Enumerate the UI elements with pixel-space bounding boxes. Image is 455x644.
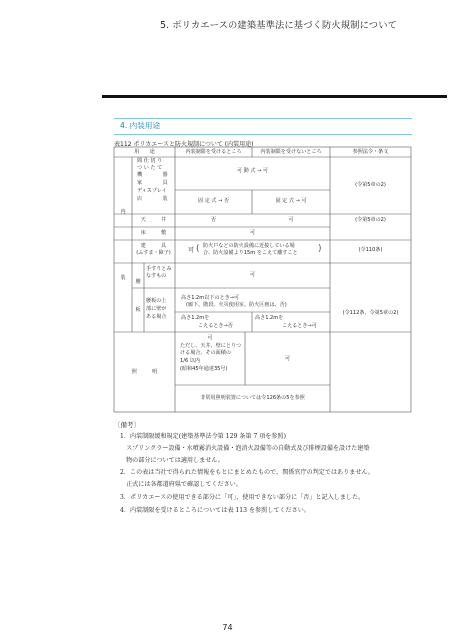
value-fixed-no: 固 定 式 → 否 bbox=[197, 198, 230, 204]
note-line-5: 正式には各都道府県で確認してください。 bbox=[120, 481, 242, 488]
value-ceiling-yes: 可 bbox=[288, 217, 294, 223]
value-lighting-line2: ける場合、その面積の bbox=[180, 350, 231, 356]
row-fitting: 建 具 bbox=[140, 243, 167, 249]
page-header-title: 5. ポリカエースの建築基準法に基づく防火規制について bbox=[160, 20, 397, 31]
note-line-1: 1．内装制限緩和規定(建築基準法令第 129 条第 7 項を参照) bbox=[120, 433, 286, 440]
value-lighting-line1: ただし、天井、壁にとりつ bbox=[180, 343, 242, 349]
row-ceiling: 天 井 bbox=[140, 217, 167, 223]
section-heading: 4. 内装用途 bbox=[120, 121, 161, 130]
reference-partition: (令第5章の2) bbox=[355, 182, 386, 188]
value-lighting-line3: 1/6 以内 bbox=[180, 358, 201, 364]
value-fitting-yes: 可 bbox=[188, 247, 195, 254]
row-display-line2: 店 装 bbox=[137, 196, 168, 202]
paren-close-icon: ) bbox=[318, 244, 322, 254]
value-lighting-line4: (昭和45年通達35号) bbox=[180, 366, 228, 372]
reference-ceiling: (令第5章の2) bbox=[355, 217, 386, 223]
value-waist-line2: (廊下、階段、火災使用室、防火区画は、否) bbox=[186, 302, 287, 308]
notes-title: 〔備考〕 bbox=[114, 421, 140, 429]
row-handrail-line1: 手すりとみ bbox=[146, 266, 172, 272]
side-label-exterior: 装 bbox=[120, 275, 126, 281]
header-restricted: 内装制限を受けるところ bbox=[185, 149, 242, 155]
row-partition-line1: 間 仕 切 り bbox=[137, 158, 163, 164]
reference-waist: (令112条、令第5章の2) bbox=[342, 310, 399, 316]
value-waist-high-line2: こえるとき→否 bbox=[198, 323, 233, 329]
row-partition-line2: つ い た て bbox=[137, 165, 163, 171]
value-ceiling-no: 否 bbox=[210, 217, 217, 223]
row-waist-wall-line3: ある場合 bbox=[146, 314, 167, 320]
header-unrestricted: 内装制限を受けないところ bbox=[260, 149, 322, 155]
value-waist-high2-line2: こえるとき→可 bbox=[282, 323, 317, 329]
row-fitting-sub: (ふすま・障子) bbox=[136, 250, 171, 256]
value-fixed-yes: 固 定 式 → 可 bbox=[275, 198, 307, 204]
value-movable: 可 動 式 → 可 bbox=[236, 168, 269, 174]
row-lighting: 照 明 bbox=[131, 369, 158, 375]
table-caption: 表112 ポリカエースと防火規制について (内装用途) bbox=[114, 141, 254, 148]
value-lighting-line0: 可 bbox=[207, 335, 213, 341]
row-waist-wall-line2: 部に壁が bbox=[146, 306, 167, 312]
value-fitting-cond-line2: 合、防火設備より15m をこえて離すこと bbox=[203, 250, 298, 256]
value-handrail-yes: 可 bbox=[249, 272, 256, 278]
row-fixture: 機 器 bbox=[137, 172, 168, 178]
value-emergency: 非常用照明装置については令126条の5を参照 bbox=[200, 395, 305, 401]
value-waist-line1: 高さ1.2m以下のとき→可 bbox=[181, 295, 240, 301]
reference-fitting: (令110条) bbox=[358, 247, 383, 253]
row-wall: 腰 bbox=[135, 279, 141, 285]
value-waist-high-line1: 高さ1.2mを bbox=[181, 315, 210, 321]
value-fitting-cond-line1: 防火戸などの防火設備に近接している場 bbox=[203, 243, 295, 249]
row-furniture: 家 具 bbox=[137, 180, 168, 186]
row-wall-side: 板 bbox=[135, 307, 141, 313]
header-use: 用 途 bbox=[134, 149, 155, 155]
row-display-line1: ディスプレイ bbox=[137, 188, 167, 194]
row-handrail-line2: なすもの bbox=[146, 273, 167, 279]
note-line-2: スプリンクラー設備・水噴霧消火設備・泡消火設備等の自動式及び排煙設備を設けた建築 bbox=[120, 445, 370, 452]
row-waist-wall-line1: 腰板の上 bbox=[146, 298, 167, 304]
note-line-4: 2．この表は当社で得られた情報をもとにまとめたもので、関係官庁の判定ではありません。 bbox=[120, 469, 374, 476]
row-floor: 床 敷 bbox=[140, 230, 167, 236]
header-reference: 参照法令・条文 bbox=[352, 149, 389, 155]
side-label-interior: 内 bbox=[120, 209, 126, 215]
page-number: 74 bbox=[222, 623, 233, 632]
value-waist-high2-line1: 高さ1.2mを bbox=[255, 315, 284, 321]
value-lighting-yes: 可 bbox=[284, 356, 291, 362]
note-line-3: 物の部分については適用しません。 bbox=[120, 457, 224, 464]
note-line-6: 3．ポリカエースの使用できる部分に「可」、使用できない部分に「否」と記入しました。 bbox=[120, 494, 365, 501]
note-line-7: 4．内装制限を受けるところについては表 113 を参照してください。 bbox=[120, 507, 310, 514]
value-floor-yes: 可 bbox=[249, 230, 256, 236]
paren-open-icon: ( bbox=[196, 244, 200, 254]
